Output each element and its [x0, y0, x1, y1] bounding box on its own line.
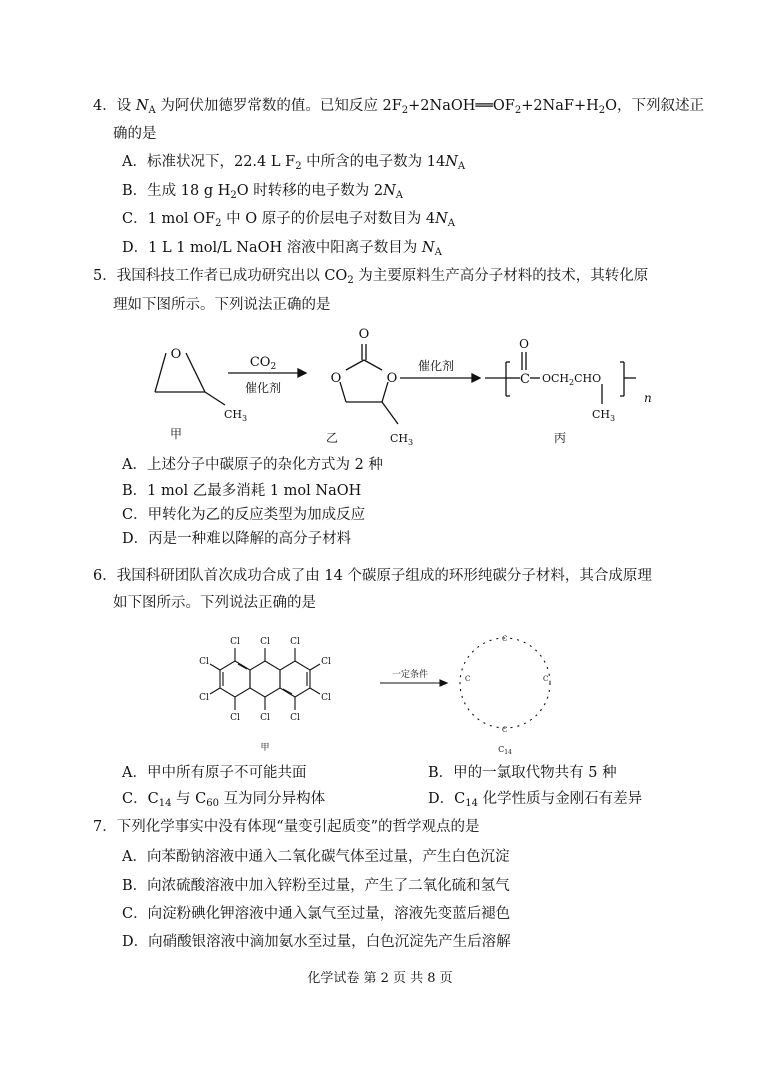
cl-bottom-right: Cl [290, 713, 300, 723]
condition-label: 一定条件 [391, 670, 429, 680]
q6-option-d: D．$C_{14}$ 化学性质与金刚石有差异 [428, 791, 643, 809]
cl-top-mid: Cl [260, 637, 270, 647]
q4-option-d: D．1 L 1 mol/L NaOH 溶液中阳离子数目为 $N_A$ [122, 240, 442, 258]
yi-ch3-label: $CH_3$ [390, 432, 414, 447]
q7-option-b: B．向浓硫酸溶液中加入锌粉至过量，产生了二氧化硫和氢气 [122, 878, 510, 894]
q6-option-c: C．$C_{14}$ 与 $C_{60}$ 互为同分异构体 [122, 791, 326, 809]
q7-stem: 7．下列化学事实中没有体现“量变引起质变”的哲学观点的是 [93, 819, 480, 835]
q5-option-a: A．上述分子中碳原子的杂化方式为 2 种 [122, 457, 383, 473]
ring-c-top: C [502, 635, 508, 643]
q6-option-b: B．甲的一氯取代物共有 5 种 [428, 765, 617, 781]
ring-c-bottom: C [502, 726, 508, 734]
q6-stem-cont: 如下图所示。下列说法正确的是 [113, 595, 316, 611]
cl-top-left: Cl [230, 637, 240, 647]
page-footer: 化学试卷 第 2 页 共 8 页 [307, 971, 453, 986]
cl-left-lower: Cl [199, 693, 209, 703]
q4-stem-cont: 确的是 [113, 126, 157, 142]
q4-option-b: B．生成 18 g $H_2O$ 时转移的电子数为 $2N_A$ [122, 183, 404, 201]
arrow2-reagent: 催化剂 [417, 359, 455, 373]
label-jia: 甲 [169, 427, 183, 441]
arrow1-reagent-top: $CO_2$ [249, 355, 277, 372]
q4-option-c: C．1 mol $OF_2$ 中 O 原子的价层电子对数目为 $4N_A$ [122, 211, 455, 229]
q4-stem: 4．设 $N_A$ 为阿伏加德罗常数的值。已知反应 $2F_2+2NaOH══OF_2+2NaF+H_2O$，下列叙述正 [93, 98, 705, 116]
cl-bottom-left: Cl [230, 713, 240, 723]
jia-ch3-label: $CH_3$ [224, 408, 248, 423]
arrow1-reagent-bottom: 催化剂 [244, 381, 282, 395]
q5-option-d: D．丙是一种难以降解的高分子材料 [122, 531, 352, 547]
q5-option-b: B．1 mol 乙最多消耗 1 mol NaOH [122, 483, 362, 499]
ring-c-right: C [543, 675, 549, 683]
q6-option-a: A．甲中所有原子不可能共面 [122, 765, 307, 781]
q5-reaction-diagram [140, 318, 660, 448]
cl-top-right: Cl [290, 637, 300, 647]
bing-c-label: C [520, 372, 530, 387]
q7-option-c: C．向淀粉碘化钾溶液中通入氯气至过量，溶液先变蓝后褪色 [122, 906, 511, 922]
q5-stem-cont: 理如下图所示。下列说法正确的是 [113, 297, 331, 313]
bing-o-label: O [519, 337, 529, 351]
q5-stem: 5．我国科技工作者已成功研究出以 $CO_2$ 为主要原料生产高分子材料的技术，其转化原 [93, 268, 649, 286]
cl-bottom-mid: Cl [260, 713, 270, 723]
ring-o-left: O [330, 371, 342, 386]
q7-option-a: A．向苯酚钠溶液中通入二氧化碳气体至过量，产生白色沉淀 [122, 849, 510, 865]
cl-left-upper: Cl [199, 657, 209, 667]
bing-chain-label: $OCH_2CHO$ [542, 372, 602, 387]
q5-option-c: C．甲转化为乙的反应类型为加成反应 [122, 507, 366, 523]
epoxide-o-label: O [170, 347, 182, 362]
cl-right-lower: Cl [321, 693, 331, 703]
carbonate-co-label: O [358, 327, 370, 342]
q7-option-d: D．向硝酸银溶液中滴加氨水至过量，白色沉淀先产生后溶解 [122, 934, 511, 950]
label-yi: 乙 [325, 431, 339, 445]
cl-right-upper: Cl [321, 657, 331, 667]
q6-reaction-diagram [190, 628, 620, 763]
label-bing: 丙 [553, 431, 567, 445]
ring-o-right: O [386, 371, 398, 386]
label-jia-q6: 甲 [260, 743, 270, 753]
label-c14: $C_{14}$ [498, 745, 512, 756]
q6-stem: 6．我国科研团队首次成功合成了由 14 个碳原子组成的环形纯碳分子材料，其合成原理 [93, 568, 652, 584]
polymer-n-label: n [644, 391, 652, 405]
q4-option-a: A．标准状况下，22.4 L $F_2$ 中所含的电子数为 $14N_A$ [122, 154, 466, 172]
ring-c-left: C [465, 675, 471, 683]
bing-ch3-label: $CH_3$ [592, 408, 616, 423]
